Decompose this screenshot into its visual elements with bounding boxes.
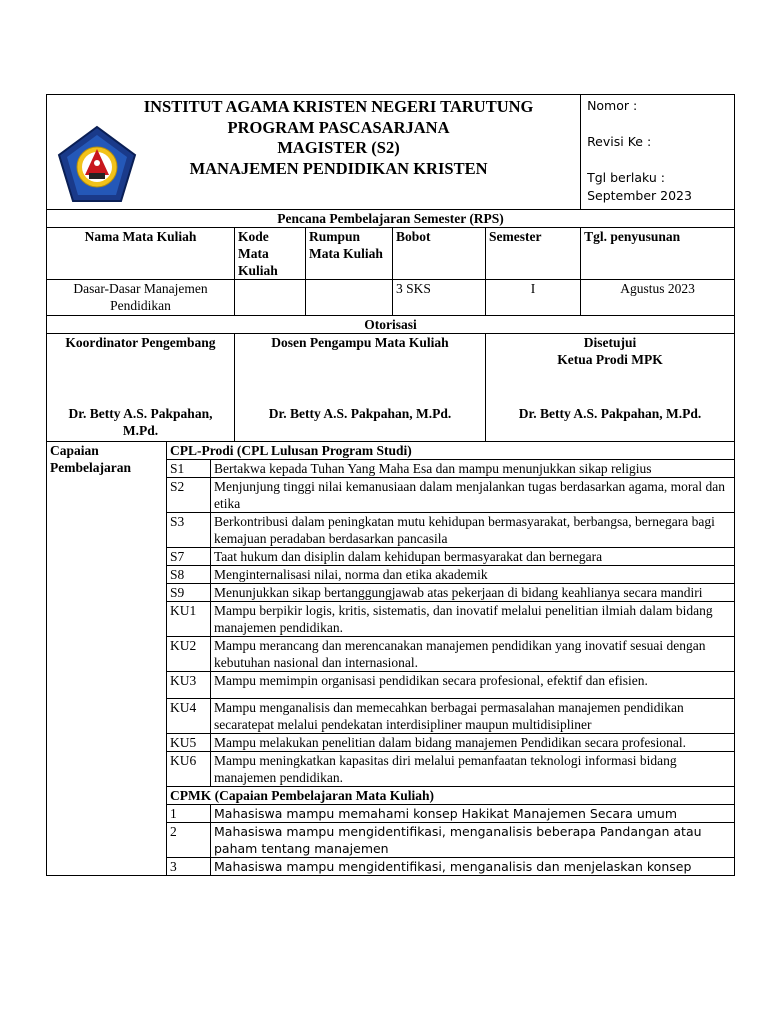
dosen-name: Dr. Betty A.S. Pakpahan, M.Pd. <box>268 406 452 421</box>
course-kode <box>235 280 306 316</box>
col-bobot-header: Bobot <box>393 228 486 280</box>
course-bobot: 3 SKS <box>393 280 486 316</box>
disetujui-cell <box>486 334 735 442</box>
ketua-label: Ketua Prodi MPK <box>557 352 663 367</box>
cpl-code: S2 <box>167 478 211 513</box>
cpl-text: Mampu menganalisis dan memecahkan berbagai permasalahan manajemen pendidikan secaratepat melalui pendekatan interdisipliner maupun multidisipliner <box>211 699 735 734</box>
cpmk-text: Mahasiswa mampu mengidentifikasi, menganalisis dan menjelaskan konsep <box>211 858 735 876</box>
cpmk-code: 2 <box>167 823 211 858</box>
rps-document <box>46 94 734 876</box>
koordinator-label: Koordinator Pengembang <box>65 335 216 350</box>
course-nama: Dasar-Dasar Manajemen Pendidikan <box>47 280 235 316</box>
cpmk-title: CPMK (Capaian Pembelajaran Mata Kuliah) <box>167 787 735 805</box>
ketua-name: Dr. Betty A.S. Pakpahan, M.Pd. <box>518 406 702 421</box>
cpl-text: Mampu berpikir logis, kritis, sistematis, dan inovatif melalui penelitian ilmiah dalam bidang manajemen pendidikan. <box>211 602 735 637</box>
cpl-text: Berkontribusi dalam peningkatan mutu kehidupan bermasyarakat, berbangsa, bernegara bagi kemajuan peradaban berdasarkan pancasila <box>211 513 735 548</box>
cpmk-text: Mahasiswa mampu memahami konsep Hakikat Manajemen Secara umum <box>211 805 735 823</box>
cpl-code: KU6 <box>167 752 211 787</box>
cpmk-code: 1 <box>167 805 211 823</box>
cpl-text: Menunjukkan sikap bertanggungjawab atas pekerjaan di bidang keahlianya secara mandiri <box>211 584 735 602</box>
institution-logo <box>55 125 139 205</box>
col-kode-header: Kode Mata Kuliah <box>235 228 306 280</box>
rps-title: Pencana Pembelajaran Semester (RPS) <box>47 210 735 228</box>
col-rumpun-header: Rumpun Mata Kuliah <box>306 228 393 280</box>
cpl-text: Bertakwa kepada Tuhan Yang Maha Esa dan mampu menunjukkan sikap religius <box>211 460 735 478</box>
header-line-3: MAGISTER (S2) <box>277 138 400 157</box>
cpl-code: S7 <box>167 548 211 566</box>
institution-header <box>47 95 581 210</box>
document-meta <box>581 95 735 210</box>
dosen-label: Dosen Pengampu Mata Kuliah <box>271 335 449 350</box>
revisi-label: Revisi Ke : <box>587 134 652 149</box>
course-tgl: Agustus 2023 <box>581 280 735 316</box>
koordinator-name: Dr. Betty A.S. Pakpahan, M.Pd. <box>68 406 213 438</box>
header-line-4: MANAJEMEN PENDIDIKAN KRISTEN <box>189 158 488 178</box>
capaian-label: Capaian Pembelajaran <box>47 442 167 876</box>
cpl-code: KU5 <box>167 734 211 752</box>
cpl-text: Menginternalisasi nilai, norma dan etika akademik <box>211 566 735 584</box>
header-line-2: PROGRAM PASCASARJANA <box>227 117 450 137</box>
cpl-text: Menjunjung tinggi nilai kemanusiaan dalam menjalankan tugas berdasarkan agama, moral dan etika <box>211 478 735 513</box>
col-semester-header: Semester <box>486 228 581 280</box>
cpl-text: Mampu melakukan penelitian dalam bidang manajemen Pendidikan secara profesional. <box>211 734 735 752</box>
dosen-cell <box>235 334 486 442</box>
cpl-text: Taat hukum dan disiplin dalam kehidupan bermasyarakat dan bernegara <box>211 548 735 566</box>
cpl-text: Mampu meningkatkan kapasitas diri melalui pemanfaatan teknologi informasi bidang manajemen pendidikan. <box>211 752 735 787</box>
cpl-code: KU3 <box>167 672 211 699</box>
col-nama-header: Nama Mata Kuliah <box>47 228 235 280</box>
cpl-code: KU4 <box>167 699 211 734</box>
disetujui-label: Disetujui <box>583 335 637 350</box>
nomor-label: Nomor : <box>587 98 638 113</box>
cpl-code: S1 <box>167 460 211 478</box>
koordinator-cell <box>47 334 235 442</box>
cpl-code: S8 <box>167 566 211 584</box>
cpl-code: S3 <box>167 513 211 548</box>
cpmk-text: Mahasiswa mampu mengidentifikasi, menganalisis beberapa Pandangan atau paham tentang manajemen <box>211 823 735 858</box>
cpl-title: CPL-Prodi (CPL Lulusan Program Studi) <box>167 442 735 460</box>
tgl-berlaku-label: Tgl berlaku : September 2023 <box>587 170 692 203</box>
cpl-code: KU2 <box>167 637 211 672</box>
cpl-code: KU1 <box>167 602 211 637</box>
cpl-code: S9 <box>167 584 211 602</box>
header-line-1: INSTITUT AGAMA KRISTEN NEGERI TARUTUNG <box>143 97 534 116</box>
rps-table <box>46 94 735 876</box>
course-semester: I <box>486 280 581 316</box>
cpl-text: Mampu merancang dan merencanakan manajemen pendidikan yang inovatif sesuai dengan kebutuhan nasional dan internasional. <box>211 637 735 672</box>
cpmk-code: 3 <box>167 858 211 876</box>
col-tgl-header: Tgl. penyusunan <box>581 228 735 280</box>
otorisasi-title: Otorisasi <box>47 316 735 334</box>
cpl-text: Mampu memimpin organisasi pendidikan secara profesional, efektif dan efisien. <box>211 672 735 699</box>
course-rumpun <box>306 280 393 316</box>
